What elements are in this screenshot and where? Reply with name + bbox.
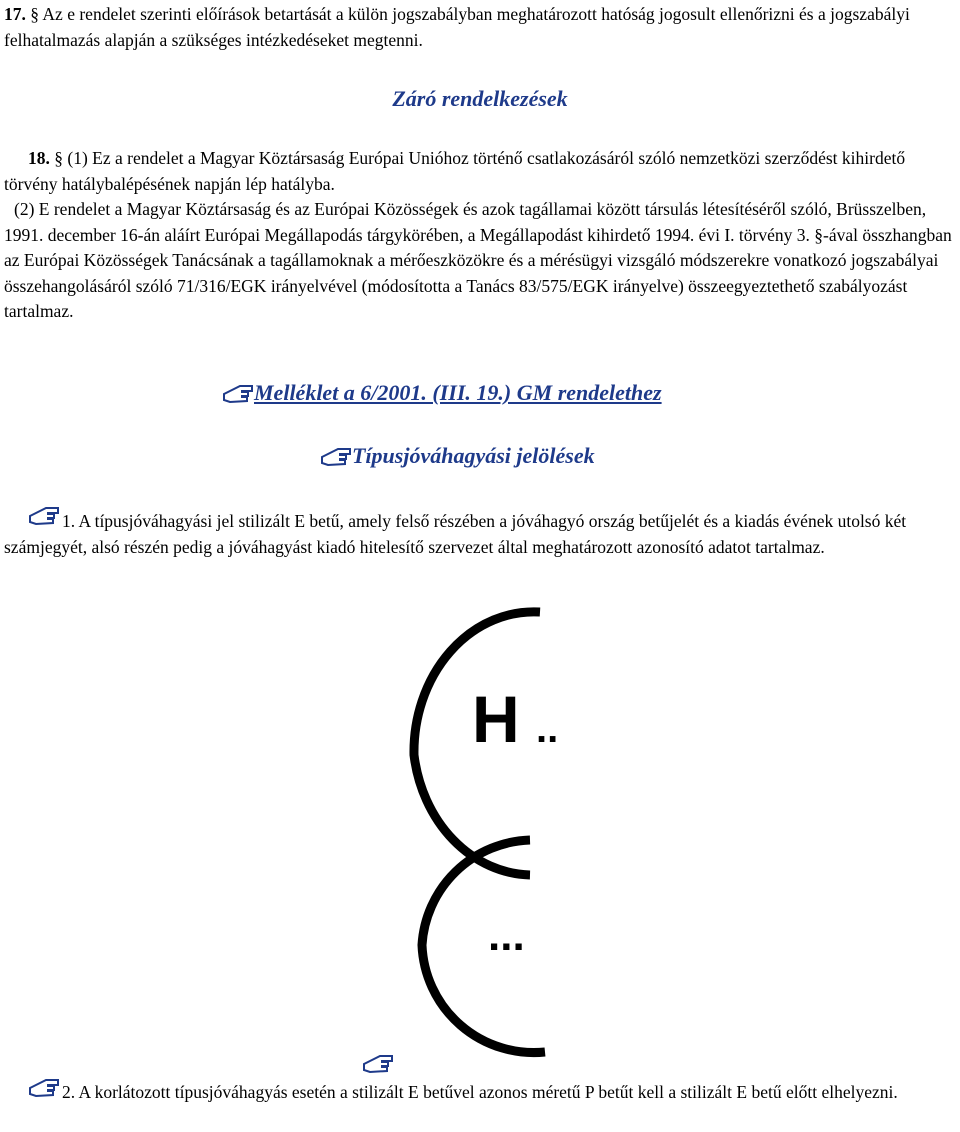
section-18-para-1 [4,146,956,197]
id-placeholder: ... [488,911,525,960]
annex-title [222,380,662,406]
section-symbol: § [30,4,39,24]
section-17-number: 17. [4,4,26,24]
item-2 [4,1080,956,1106]
section-symbol: § [54,148,63,168]
item-1-text: 1. A típusjóváhagyási jel stilizált E betű, amely felső részében a jóváhagyó ország betűjelét és a kiadás évének utolsó két számjegyét, alsó részén pedig a jóváhagyást kiadó hitelesítő szervezet által meghatározott azonosító adatot tartalmaz. [4,511,907,557]
pointing-hand-icon [362,1052,394,1081]
item-2-text: 2. A korlátozott típusjóváhagyás esetén a stilizált E betűvel azonos méretű P betűt kell a stilizált E betű előtt elhelyezni. [62,1082,898,1102]
section-18-number: 18. [28,148,50,168]
section-17-text: Az e rendelet szerinti előírások betartását a külön jogszabályban meghatározott hatóság jogosult ellenőrizni és a jogszabályi felhatalmazás alapján a szükséges intézkedéseket megtenni. [4,4,910,50]
item-1 [4,509,956,560]
section-17 [4,2,956,53]
section-18-para-2 [4,197,956,325]
pointing-hand-icon [222,382,254,406]
pointing-hand-icon [320,445,352,469]
annex-subtitle-text: Típusjóváhagyási jelölések [352,443,595,468]
annex-subtitle [320,443,595,469]
country-letter: H [472,682,520,756]
annex-title-text: Melléklet a 6/2001. (III. 19.) GM rendelethez [254,380,662,405]
closing-provisions-heading: Záró rendelkezések [392,86,568,111]
section-18-para-2-text: (2) E rendelet a Magyar Köztársaság és az Európai Közösségek és azok tagállamai között társulás létesítéséről szóló, Brüsszelben, 1991. december 16-án aláírt Európai Megállapodás tárgykörében, a Megállapodást kihirdető 1994. évi I. törvény 3. §-ával összhangban az Európai Közösségek Tanácsának a tagállamoknak a mérőeszközökre és a mérésügyi vizsgáló módszerekre vonatkozó jogszabályai összehangolásáról szóló 71/316/EGK irányelvével (módosította a Tanács 83/575/EGK irányelve) összeegyeztethető szabályozást tartalmaz. [4,199,952,321]
section-18-para-1-text: (1) Ez a rendelet a Magyar Köztársaság Európai Unióhoz történő csatlakozásáról szóló nemzetközi szerződést kihirdető törvény hatálybalépésének napján lép hatályba. [4,148,906,194]
type-approval-emblem [380,590,610,1060]
year-placeholder: .. [536,707,559,751]
